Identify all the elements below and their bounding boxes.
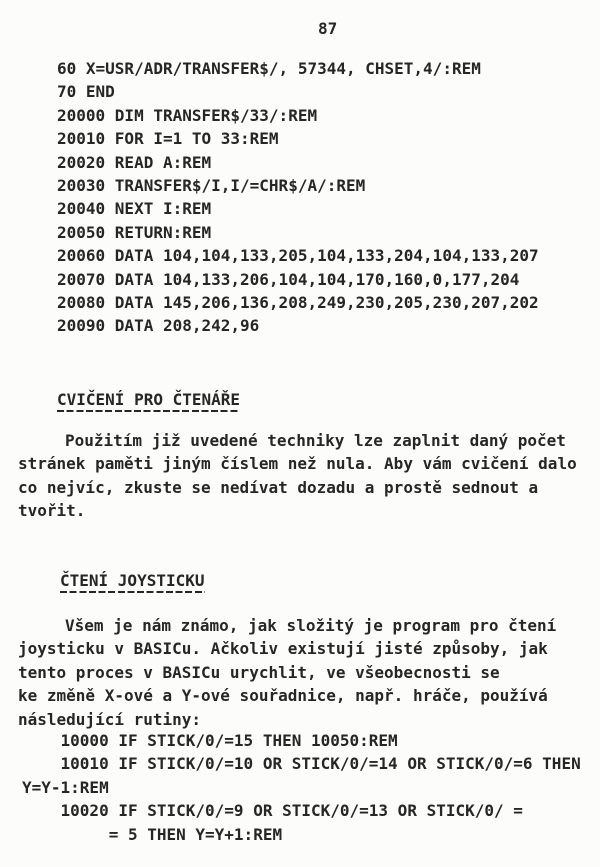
basic-listing-joystick: 10000 IF STICK/0/=15 THEN 10050:REM 10010 IF STICK/0/=10 OR STICK/0/=14 OR STICK/0/=6 THEN Y=Y-1:REM 10020 IF STICK/0/=9 OR STICK/0/=13 OR STICK/0/ = = 5 THEN Y=Y+1:REM [22,731,581,844]
paragraph-exercise: Použitím již uvedené techniky lze zaplnit daný počet stránek paměti jiným číslem než nula. Aby vám cvičení dalo co nejvíc, zkuste se nedívat dozadu a prostě sednout a tvořit. [18,431,577,521]
section-heading-exercise-wrap [57,388,240,411]
basic-listing-transfer: 60 X=USR/ADR/TRANSFER$/, 57344, CHSET,4/:REM 70 END 20000 DIM TRANSFER$/33/:REM 20010 FOR I=1 TO 33:REM 20020 READ A:REM 20030 TRANSFER$/I,I/=CHR$/A/:REM 20040 NEXT I:REM 20050 RETURN:REM 20060 DATA 104,104,133,205,104,133,204,104,133,207 20070 DATA 104,133,206,104,104,170,160,0,177,204 20080 DATA 145,206,136,208,249,230,205,230,207,202 20090 DATA 208,242,96 [57,59,539,336]
section-heading-exercise: CVIČENÍ PRO ČTENÁŘE [57,390,240,412]
section-heading-joystick: ČTENÍ JOYSTICKU [60,571,205,593]
paragraph-joystick: Všem je nám známo, jak složitý je program pro čtení joysticku v BASICu. Ačkoliv existují jisté způsoby, jak tento proces v BASICu urychlit, ve všeobecnosti se ke změně X-ové a Y-ové souřadnice, např. hráče, používá následující rutiny: [18,616,557,729]
page-number: 87 [318,19,338,38]
section-heading-joystick-wrap [60,569,205,592]
